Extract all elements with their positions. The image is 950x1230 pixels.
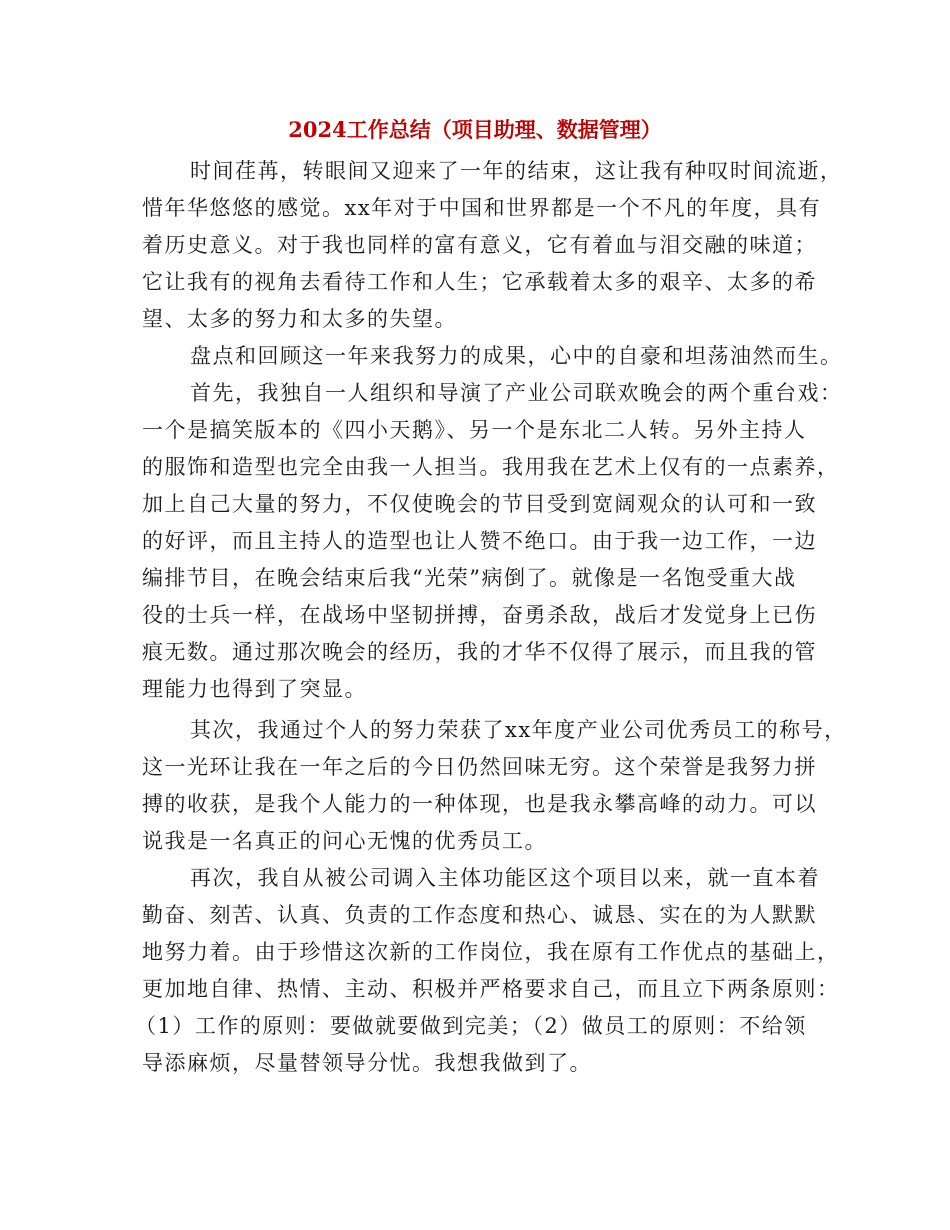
paragraph-3-line-8: 痕无数。通过那次晚会的经历，我的才华不仅得了展示，而且我的管 [142,640,817,664]
paragraph-4-line-3: 搏的收获，是我个人能力的一种体现，也是我永攀高峰的动力。可以 [142,792,817,816]
paragraph-1-line-3: 着历史意义。对于我也同样的富有意义，它有着血与泪交融的味道； [142,233,817,257]
paragraph-4-line-4: 说我是一名真正的问心无愧的优秀员工。 [142,829,547,853]
paragraph-1-line-5: 望、太多的努力和太多的失望。 [142,307,457,331]
paragraph-3-line-9: 理能力也得到了突显。 [142,677,367,701]
paragraph-5-line-3: 地努力着。由于珍惜这次新的工作岗位，我在原有工作优点的基础上， [142,940,840,964]
paragraph-1-line-4: 它让我有的视角去看待工作和人生；它承载着太多的艰辛、太多的希 [142,270,817,294]
paragraph-3-line-1: 首先，我独自一人组织和导演了产业公司联欢晚会的两个重台戏： [190,381,843,405]
paragraph-3-line-4: 加上自己大量的努力，不仅使晚会的节目受到宽阔观众的认可和一致 [142,492,817,516]
paragraph-5-line-6: 导添麻烦，尽量替领导分忧。我想我做到了。 [142,1051,592,1075]
paragraph-5-line-1: 再次，我自从被公司调入主体功能区这个项目以来，就一直本着 [190,866,820,890]
paragraph-2-line-1: 盘点和回顾这一年来我努力的成果，心中的自豪和坦荡油然而生。 [190,344,843,368]
paragraph-3-line-2: 一个是搞笑版本的《四小天鹅》、另一个是东北二人转。另外主持人 [142,418,807,442]
paragraph-1-line-1: 时间荏苒，转眼间又迎来了一年的结束，这让我有种叹时间流逝， [190,159,843,183]
document-title: 2024工作总结（项目助理、数据管理） [288,117,662,142]
paragraph-3-line-7: 役的士兵一样，在战场中坚韧拼搏，奋勇杀敌，战后才发觉身上已伤 [142,603,817,627]
paragraph-3-line-5: 的好评，而且主持人的造型也让人赞不绝口。由于我一边工作，一边 [142,529,817,553]
paragraph-3-line-3: 的服饰和造型也完全由我一人担当。我用我在艺术上仅有的一点素养， [142,455,840,479]
paragraph-5-line-2: 勤奋、刻苦、认真、负责的工作态度和热心、诚恳、实在的为人默默 [142,903,817,927]
paragraph-1-line-2: 惜年华悠悠的感觉。xx年对于中国和世界都是一个不凡的年度，具有 [142,196,822,220]
paragraph-3-line-6: 编排节目，在晚会结束后我“光荣”病倒了。就像是一名饱受重大战 [142,566,797,590]
paragraph-5-line-4: 更加地自律、热情、主动、积极并严格要求自己，而且立下两条原则： [142,977,840,1001]
paragraph-5-line-5: （1）工作的原则：要做就要做到完美；（2）做员工的原则：不给领 [135,1014,807,1038]
paragraph-4-line-1: 其次，我通过个人的努力荣获了xx年度产业公司优秀员工的称号， [190,718,847,742]
paragraph-4-line-2: 这一光环让我在一年之后的今日仍然回味无穷。这个荣誉是我努力拼 [142,755,817,779]
